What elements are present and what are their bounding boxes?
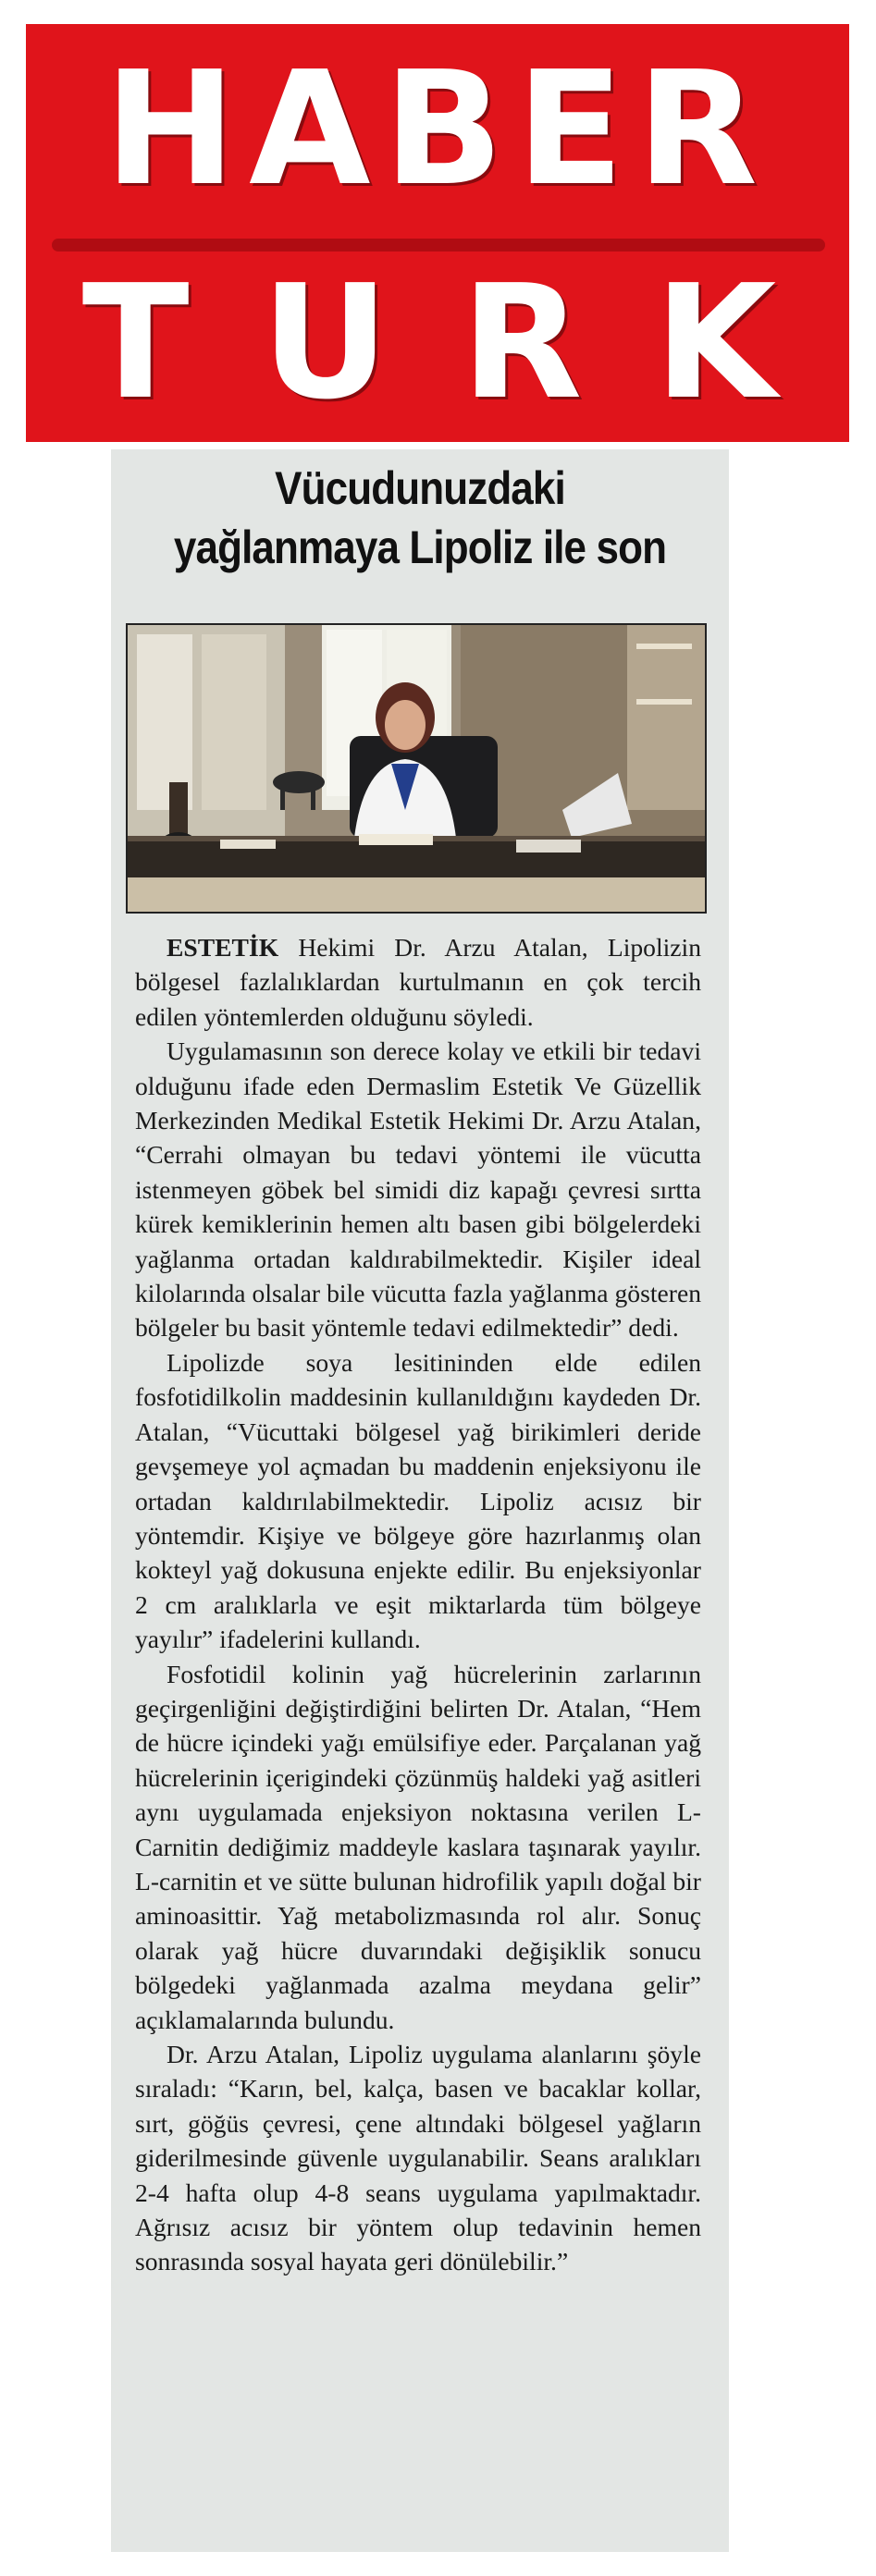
masthead-logo [26,24,849,442]
article-headline [148,459,692,577]
office-photo-image [128,625,705,912]
masthead-line-2: TURK [81,251,849,435]
masthead-line-1: HABER [104,38,771,221]
paragraph-3 [135,1345,701,1657]
paragraph-4 [135,1657,701,2037]
article-photo [126,623,707,914]
headline-line-1: Vücudunuzdaki [275,462,565,514]
paragraph-text: Dr. Arzu Atalan, Lipoliz uygulama alanlarını şöyle sıraladı: “Karın, bel, kalça, basen ve bacaklar kollar, sırt, göğüs çevresi, çene altındaki bölgesel yağların giderilmesinde güvenle uygulanabilir. Seans aralıkları 2-4 hafta olup 4-8 seans uygulama yapılmaktadır. Ağrısız acısız bir yöntem olup tedavinin hemen sonrasında sosyal hayata geri dönülebilir.” [135,2040,701,2276]
paragraph-text: Uygulamasının son derece kolay ve etkili bir tedavi olduğunu ifade eden Dermaslim Estetik Ve Güzellik Merkezinden Medikal Estetik Hekimi Dr. Arzu Atalan, “Cerrahi olmayan bu tedavi yöntemi ile vücutta istenmeyen göbek bel simidi diz kapağı çevresi sırtta kürek kemiklerinin hemen altı basen gibi bölgelerdeki yağlanma ortadan kaldırabilmektedir. Kişiler ideal kilolarında olsalar bile vücutta fazla yağlanma gösteren bölgeler bu basit yöntemle tedavi edilmektedir” dedi. [135,1037,701,1343]
kicker-label: ESTETİK [167,933,279,962]
article-body [135,930,701,2279]
headline-line-2: yağlanmaya Lipoliz ile son [173,521,667,573]
paragraph-2 [135,1034,701,1345]
paragraph-5 [135,2037,701,2279]
article-clipping [111,449,729,2552]
paragraph-text: Hekimi Dr. Arzu Atalan, Lipolizin bölgesel fazlalıklardan kurtulmanın en çok tercih edilen yöntemlerden olduğunu söyledi. [135,933,701,1031]
masthead-divider [52,239,825,251]
paragraph-1 [135,930,701,1034]
paragraph-text: Lipolizde soya lesitininden elde edilen fosfotidilkolin maddesinin kullanıldığını kaydeden Dr. Atalan, “Vücuttaki bölgesel yağ birikimleri deride gevşemeye yol açmadan bu maddenin enjeksiyonu ile ortadan kaldırılabilmektedir. Lipoliz acısız bir yöntemdir. Kişiye ve bölgeye göre hazırlanmış olan kokteyl yağ dokusuna enjekte edilir. Bu enjeksiyonlar 2 cm aralıklarla ve eşit miktarlarda tüm bölgeye yayılır” ifadelerini kullandı. [135,1347,701,1654]
paragraph-text: Fosfotidil kolinin yağ hücrelerinin zarlarının geçirgenliğini değiştirdiğini belirten Dr. Atalan, “Hem de hücre içindeki yağı emülsifiye eder. Parçalanan yağ hücrelerinin içerigindeki çözünmüş haldeki yağ asitleri aynı uygulamada enjeksiyon noktasına verilen L-Carnitin dediğimiz maddeyle kaslara taşınarak yayılır. L-carnitin et ve sütte bulunan hidrofilik yapılı doğal bir aminoasittir. Yağ metabolizmasında rol alır. Sonuç olarak yağ hücre duvarındaki değişiklik sonucu bölgedeki yağlanmada azalma meydana gelir” açıklamalarında bulundu. [135,1659,701,2034]
